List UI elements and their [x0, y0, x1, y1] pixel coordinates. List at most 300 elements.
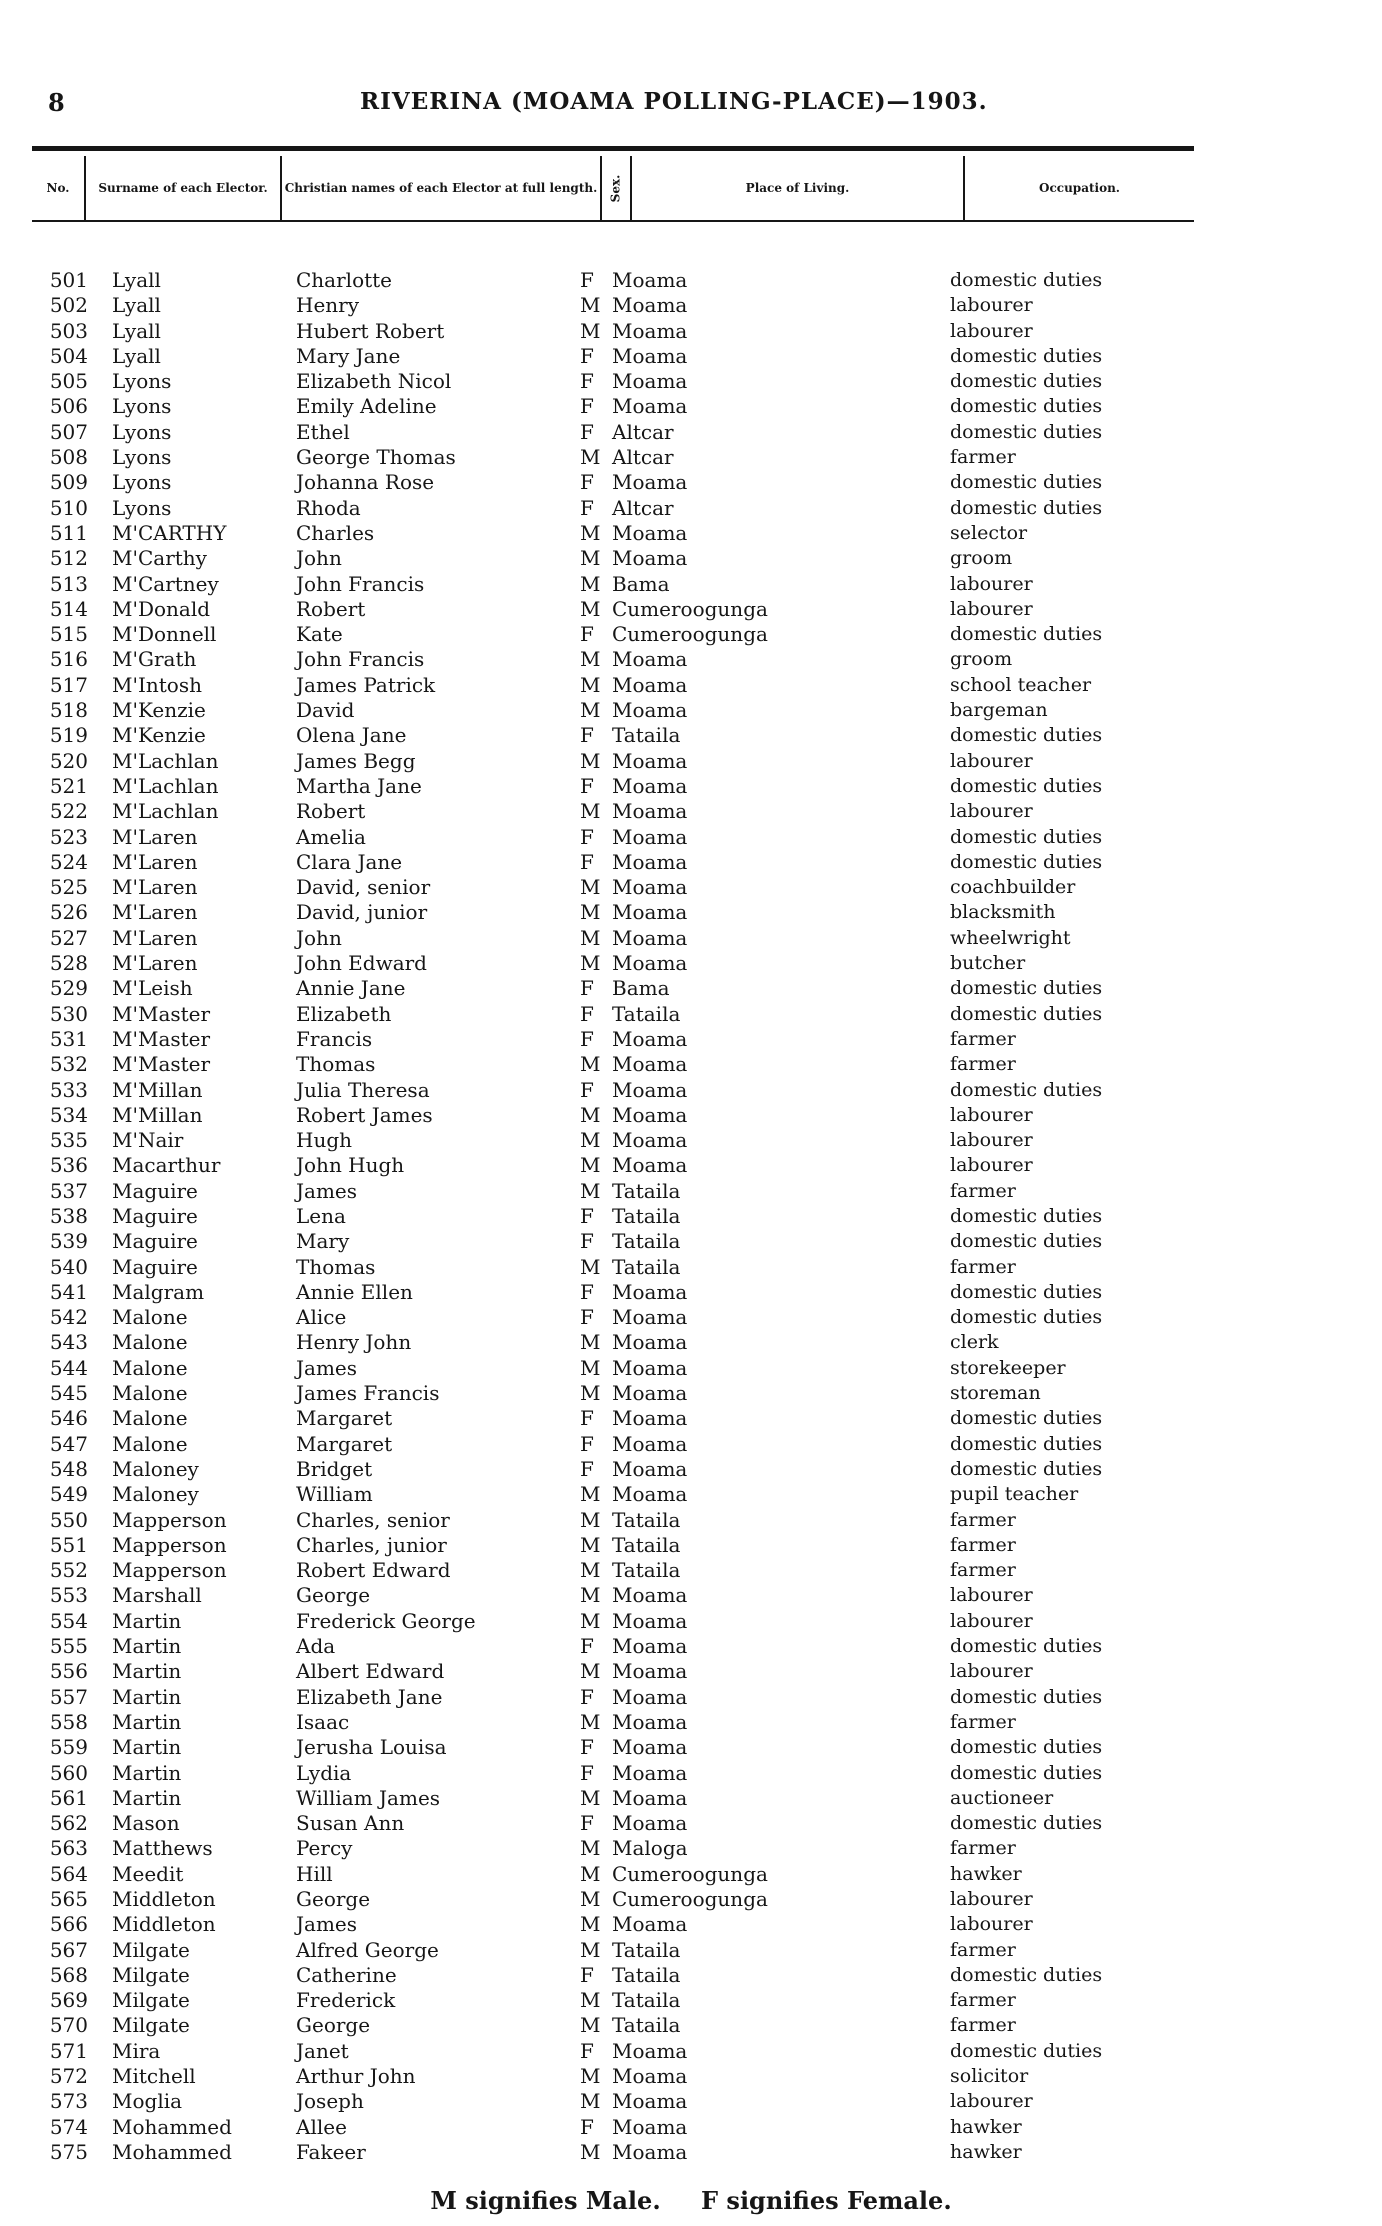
elector-place: Moama [612, 698, 688, 723]
elector-christian-names: James [296, 1355, 358, 1380]
elector-surname: Maloney [112, 1456, 199, 1481]
elector-christian-names: Catherine [296, 1962, 397, 1987]
elector-number: 550 [49, 1507, 88, 1532]
elector-sex: M [580, 875, 601, 900]
elector-occupation: school teacher [950, 673, 1092, 696]
elector-occupation: domestic duties [950, 370, 1103, 393]
elector-sex: M [580, 520, 601, 545]
elector-surname: Lyons [112, 369, 172, 394]
elector-occupation: farmer [950, 1938, 1016, 1961]
elector-sex: F [580, 1406, 594, 1431]
elector-sex: M [580, 596, 601, 621]
elector-number: 525 [49, 875, 88, 900]
elector-occupation: domestic duties [950, 1736, 1103, 1759]
elector-occupation: domestic duties [950, 1457, 1103, 1480]
elector-place: Moama [612, 369, 688, 394]
elector-sex: M [580, 1330, 601, 1355]
elector-row [0, 445, 1382, 470]
elector-christian-names: Hubert Robert [296, 318, 445, 343]
elector-number: 521 [49, 773, 88, 798]
column-header-sex [602, 156, 632, 220]
elector-row [0, 394, 1382, 419]
elector-sex: F [580, 1634, 594, 1659]
elector-surname: Martin [112, 1709, 182, 1734]
elector-surname: M'Laren [112, 925, 198, 950]
elector-place: Moama [612, 1482, 688, 1507]
elector-sex: M [580, 318, 601, 343]
elector-row [0, 875, 1382, 900]
elector-christian-names: Charlotte [296, 268, 393, 292]
elector-occupation: domestic duties [950, 420, 1103, 443]
elector-number: 565 [49, 1887, 88, 1911]
elector-number: 533 [49, 1077, 88, 1102]
elector-number: 514 [49, 596, 88, 621]
elector-surname: Milgate [112, 1937, 190, 1962]
elector-sex: F [580, 343, 594, 368]
elector-occupation: domestic duties [950, 1306, 1103, 1329]
elector-surname: Martin [112, 1735, 182, 1760]
elector-occupation: farmer [950, 2014, 1016, 2037]
column-header-occupation: Occupation. [1039, 180, 1120, 195]
column-header-place: Place of Living. [632, 156, 965, 220]
elector-sex: M [580, 698, 601, 723]
elector-christian-names: Allee [296, 2114, 347, 2139]
elector-sex: F [580, 1001, 594, 1026]
elector-sex: M [580, 1785, 601, 1810]
elector-number: 524 [49, 849, 88, 874]
elector-place: Altcar [612, 445, 674, 470]
elector-christian-names: Mary Jane [296, 343, 401, 368]
elector-number: 515 [49, 622, 88, 647]
elector-row [0, 1685, 1382, 1710]
elector-place: Moama [612, 1153, 688, 1178]
elector-sex: M [580, 1887, 601, 1911]
elector-sex: F [580, 369, 594, 394]
elector-row [0, 1634, 1382, 1659]
elector-surname: Milgate [112, 1988, 190, 2013]
elector-occupation: farmer [950, 1027, 1016, 1050]
elector-surname: M'Donnell [112, 622, 217, 647]
elector-row [0, 2064, 1382, 2089]
elector-christian-names: Robert [296, 596, 366, 621]
elector-surname: Mapperson [112, 1532, 227, 1557]
elector-occupation: domestic duties [950, 724, 1103, 747]
elector-sex: F [580, 1026, 594, 1051]
elector-number: 507 [49, 419, 88, 444]
elector-place: Cumeroogunga [612, 1887, 768, 1911]
elector-surname: Lyall [112, 268, 161, 292]
elector-place: Moama [612, 1330, 688, 1355]
elector-christian-names: John [296, 925, 342, 950]
elector-place: Tataila [612, 1937, 681, 1962]
elector-row [0, 1305, 1382, 1330]
elector-sex: M [580, 1988, 601, 2013]
elector-sex: M [580, 1558, 601, 1583]
elector-row [0, 2013, 1382, 2038]
elector-christian-names: Henry John [296, 1330, 412, 1355]
elector-occupation: domestic duties [950, 1078, 1103, 1101]
elector-place: Moama [612, 1735, 688, 1760]
elector-row [0, 774, 1382, 799]
elector-number: 527 [49, 925, 88, 950]
elector-place: Moama [612, 2114, 688, 2139]
elector-number: 568 [49, 1962, 88, 1987]
elector-occupation: labourer [950, 1888, 1033, 1910]
elector-occupation: hawker [950, 2115, 1022, 2138]
elector-sex: M [580, 1912, 601, 1937]
elector-surname: Maguire [112, 1178, 198, 1203]
elector-number: 509 [49, 470, 88, 495]
page-number: 8 [48, 88, 65, 117]
elector-christian-names: Alice [296, 1305, 347, 1330]
elector-row [0, 1255, 1382, 1280]
elector-occupation: auctioneer [950, 1786, 1054, 1809]
elector-row [0, 1609, 1382, 1634]
elector-sex: M [580, 1355, 601, 1380]
elector-christian-names: Lena [296, 1203, 346, 1228]
elector-number: 502 [49, 293, 88, 318]
elector-row [0, 825, 1382, 850]
elector-number: 542 [49, 1305, 88, 1330]
elector-sex: M [580, 1659, 601, 1684]
elector-number: 556 [49, 1659, 88, 1684]
elector-number: 560 [49, 1760, 88, 1785]
elector-number: 513 [49, 571, 88, 596]
elector-place: Moama [612, 1128, 688, 1153]
elector-occupation: domestic duties [950, 395, 1103, 418]
elector-sex: F [580, 1456, 594, 1481]
elector-number: 534 [49, 1102, 88, 1127]
elector-christian-names: George [296, 1887, 371, 1911]
elector-christian-names: John [296, 546, 342, 571]
elector-christian-names: Robert Edward [296, 1558, 451, 1583]
elector-surname: M'Master [112, 1001, 211, 1026]
elector-christian-names: Thomas [296, 1254, 376, 1279]
elector-surname: Mohammed [112, 2114, 232, 2139]
elector-place: Tataila [612, 1507, 681, 1532]
elector-surname: Malone [112, 1406, 188, 1431]
elector-christian-names: Emily Adeline [296, 394, 437, 419]
elector-occupation: domestic duties [950, 1204, 1103, 1227]
elector-row [0, 900, 1382, 925]
elector-surname: M'Laren [112, 849, 198, 874]
elector-place: Moama [612, 672, 688, 697]
elector-occupation: labourer [950, 2090, 1033, 2113]
elector-row [0, 572, 1382, 597]
elector-occupation: farmer [950, 1559, 1016, 1582]
elector-row [0, 1988, 1382, 2013]
elector-row [0, 749, 1382, 774]
elector-sex: M [580, 2064, 601, 2089]
elector-sex: M [580, 1102, 601, 1127]
elector-place: Moama [612, 2139, 688, 2164]
elector-occupation: labourer [950, 319, 1033, 342]
elector-surname: Lyall [112, 318, 161, 343]
elector-occupation: farmer [950, 1533, 1016, 1556]
elector-row [0, 1381, 1382, 1406]
elector-row [0, 521, 1382, 546]
elector-row [0, 470, 1382, 495]
elector-number: 562 [49, 1811, 88, 1836]
elector-sex: M [580, 1052, 601, 1077]
elector-number: 567 [49, 1937, 88, 1962]
legend-female: F signifies Female. [701, 2186, 952, 2215]
elector-row [0, 1761, 1382, 1786]
elector-number: 549 [49, 1482, 88, 1507]
elector-sex: F [580, 1735, 594, 1760]
elector-sex: F [580, 1962, 594, 1987]
elector-sex: M [580, 647, 601, 672]
elector-surname: M'Laren [112, 951, 198, 976]
elector-occupation: labourer [950, 1154, 1033, 1177]
elector-christian-names: Ethel [296, 419, 350, 444]
elector-number: 557 [49, 1684, 88, 1709]
elector-christian-names: Johanna Rose [296, 470, 435, 495]
elector-sex: F [580, 1279, 594, 1304]
elector-surname: M'Laren [112, 875, 198, 900]
elector-sex: F [580, 2114, 594, 2139]
elector-occupation: storeman [950, 1382, 1041, 1405]
elector-place: Cumeroogunga [612, 622, 768, 647]
elector-surname: M'Nair [112, 1128, 184, 1153]
elector-christian-names: Lydia [296, 1760, 352, 1785]
elector-sex: F [580, 1077, 594, 1102]
elector-christian-names: Julia Theresa [296, 1077, 430, 1102]
elector-christian-names: Janet [296, 2038, 349, 2063]
elector-row [0, 293, 1382, 318]
elector-row [0, 496, 1382, 521]
elector-occupation: solicitor [950, 2065, 1029, 2088]
elector-sex: F [580, 268, 594, 292]
elector-christian-names: Margaret [296, 1431, 393, 1456]
elector-occupation: hawker [950, 1862, 1022, 1885]
elector-number: 505 [49, 369, 88, 394]
elector-place: Moama [612, 1456, 688, 1481]
elector-sex: F [580, 1203, 594, 1228]
elector-place: Moama [612, 546, 688, 571]
elector-sex: M [580, 672, 601, 697]
elector-christian-names: John Francis [296, 647, 425, 672]
elector-christian-names: Margaret [296, 1406, 393, 1431]
elector-sex: M [580, 925, 601, 950]
elector-number: 563 [49, 1836, 88, 1861]
elector-christian-names: Robert James [296, 1102, 433, 1127]
elector-christian-names: James [296, 1912, 358, 1937]
elector-row [0, 1583, 1382, 1608]
elector-sex: M [580, 1128, 601, 1153]
elector-surname: Milgate [112, 1962, 190, 1987]
elector-sex: F [580, 1684, 594, 1709]
elector-number: 548 [49, 1456, 88, 1481]
elector-occupation: domestic duties [950, 1685, 1103, 1708]
elector-surname: Martin [112, 1760, 182, 1785]
elector-row [0, 622, 1382, 647]
elector-row [0, 1862, 1382, 1887]
elector-surname: Martin [112, 1659, 182, 1684]
elector-place: Moama [612, 394, 688, 419]
elector-place: Moama [612, 2089, 688, 2114]
elector-row [0, 1659, 1382, 1684]
elector-christian-names: George Thomas [296, 445, 456, 470]
elector-number: 558 [49, 1709, 88, 1734]
elector-christian-names: David [296, 698, 355, 723]
elector-christian-names: Hugh [296, 1128, 353, 1153]
elector-occupation: labourer [950, 1584, 1033, 1607]
elector-row [0, 1735, 1382, 1760]
elector-number: 528 [49, 951, 88, 976]
elector-sex: M [580, 951, 601, 976]
elector-christian-names: Mary [296, 1229, 350, 1254]
elector-number: 553 [49, 1583, 88, 1608]
elector-sex: F [580, 1305, 594, 1330]
elector-row [0, 1229, 1382, 1254]
elector-sex: F [580, 1760, 594, 1785]
elector-place: Moama [612, 1279, 688, 1304]
elector-sex: M [580, 1608, 601, 1633]
elector-christian-names: George [296, 2013, 371, 2038]
legend-male: M signifies Male. [430, 2186, 661, 2215]
elector-christian-names: Hill [296, 1861, 333, 1886]
elector-christian-names: Clara Jane [296, 849, 403, 874]
elector-christian-names: Percy [296, 1836, 353, 1861]
elector-row [0, 1103, 1382, 1128]
elector-place: Cumeroogunga [612, 1861, 768, 1886]
elector-number: 543 [49, 1330, 88, 1355]
elector-row [0, 723, 1382, 748]
elector-sex: F [580, 773, 594, 798]
elector-row [0, 546, 1382, 571]
elector-number: 532 [49, 1052, 88, 1077]
elector-number: 570 [49, 2013, 88, 2038]
elector-occupation: domestic duties [950, 1407, 1103, 1430]
elector-occupation: blacksmith [950, 901, 1056, 924]
elector-surname: Malone [112, 1431, 188, 1456]
elector-number: 575 [49, 2139, 88, 2164]
elector-occupation: butcher [950, 952, 1026, 975]
elector-sex: M [580, 1381, 601, 1406]
elector-surname: Malone [112, 1330, 188, 1355]
elector-number: 523 [49, 824, 88, 849]
elector-place: Moama [612, 1684, 688, 1709]
elector-place: Maloga [612, 1836, 688, 1861]
elector-surname: Mason [112, 1811, 180, 1836]
elector-surname: Mitchell [112, 2064, 196, 2089]
elector-sex: F [580, 976, 594, 1001]
elector-occupation: domestic duties [950, 471, 1103, 494]
elector-occupation: bargeman [950, 699, 1048, 722]
elector-occupation: storekeeper [950, 1356, 1066, 1379]
column-header-christian-names: Christian names of each Elector at full length. [282, 156, 602, 220]
elector-occupation: hawker [950, 2140, 1022, 2163]
elector-christian-names: Elizabeth [296, 1001, 392, 1026]
elector-surname: Lyons [112, 495, 172, 520]
elector-place: Moama [612, 1381, 688, 1406]
elector-occupation: labourer [950, 597, 1033, 620]
elector-surname: Macarthur [112, 1153, 221, 1178]
elector-place: Bama [612, 571, 670, 596]
header-rule [32, 146, 1194, 151]
elector-surname: Moglia [112, 2089, 183, 2114]
elector-christian-names: David, senior [296, 875, 431, 900]
elector-place: Moama [612, 1583, 688, 1608]
elector-place: Tataila [612, 1988, 681, 2013]
elector-place: Tataila [612, 1254, 681, 1279]
elector-christian-names: Albert Edward [296, 1659, 445, 1684]
elector-surname: M'Kenzie [112, 698, 206, 723]
elector-place: Altcar [612, 495, 674, 520]
elector-number: 546 [49, 1406, 88, 1431]
elector-place: Moama [612, 1634, 688, 1659]
elector-sex: F [580, 495, 594, 520]
elector-occupation: farmer [950, 1710, 1016, 1733]
elector-row [0, 1128, 1382, 1153]
elector-christian-names: Elizabeth Jane [296, 1684, 443, 1709]
elector-row [0, 344, 1382, 369]
elector-occupation: domestic duties [950, 1002, 1103, 1025]
elector-sex: M [580, 1507, 601, 1532]
elector-number: 540 [49, 1254, 88, 1279]
elector-row [0, 850, 1382, 875]
elector-row [0, 369, 1382, 394]
elector-occupation: domestic duties [950, 1280, 1103, 1303]
elector-place: Moama [612, 470, 688, 495]
elector-surname: M'Master [112, 1052, 211, 1077]
elector-surname: Lyons [112, 470, 172, 495]
elector-row [0, 951, 1382, 976]
elector-christian-names: Thomas [296, 1052, 376, 1077]
elector-sex: M [580, 900, 601, 925]
elector-surname: Maguire [112, 1203, 198, 1228]
elector-christian-names: Olena Jane [296, 723, 407, 748]
elector-place: Moama [612, 1305, 688, 1330]
elector-occupation: domestic duties [950, 496, 1103, 519]
elector-occupation: groom [950, 648, 1013, 671]
elector-number: 506 [49, 394, 88, 419]
elector-christian-names: Bridget [296, 1456, 373, 1481]
elector-place: Moama [612, 1608, 688, 1633]
elector-place: Moama [612, 925, 688, 950]
sex-legend [0, 2186, 1382, 2215]
elector-row [0, 976, 1382, 1001]
elector-row [0, 673, 1382, 698]
elector-row [0, 2115, 1382, 2140]
elector-row [0, 1811, 1382, 1836]
elector-surname: M'Leish [112, 976, 193, 1001]
elector-sex: F [580, 723, 594, 748]
elector-sex: M [580, 1532, 601, 1557]
elector-surname: Lyall [112, 293, 161, 318]
elector-row [0, 1710, 1382, 1735]
elector-number: 569 [49, 1988, 88, 2013]
elector-row [0, 1938, 1382, 1963]
elector-christian-names: Rhoda [296, 495, 361, 520]
elector-occupation: labourer [950, 749, 1033, 772]
elector-number: 501 [49, 268, 88, 292]
elector-number: 537 [49, 1178, 88, 1203]
elector-row [0, 1887, 1382, 1912]
elector-sex: F [580, 1431, 594, 1456]
elector-occupation: domestic duties [950, 623, 1103, 646]
elector-sex: M [580, 2139, 601, 2164]
elector-row [0, 1179, 1382, 1204]
elector-number: 561 [49, 1785, 88, 1810]
elector-occupation: domestic duties [950, 344, 1103, 367]
elector-surname: Malone [112, 1305, 188, 1330]
elector-number: 518 [49, 698, 88, 723]
elector-place: Tataila [612, 723, 681, 748]
elector-place: Moama [612, 2064, 688, 2089]
elector-place: Moama [612, 268, 688, 292]
